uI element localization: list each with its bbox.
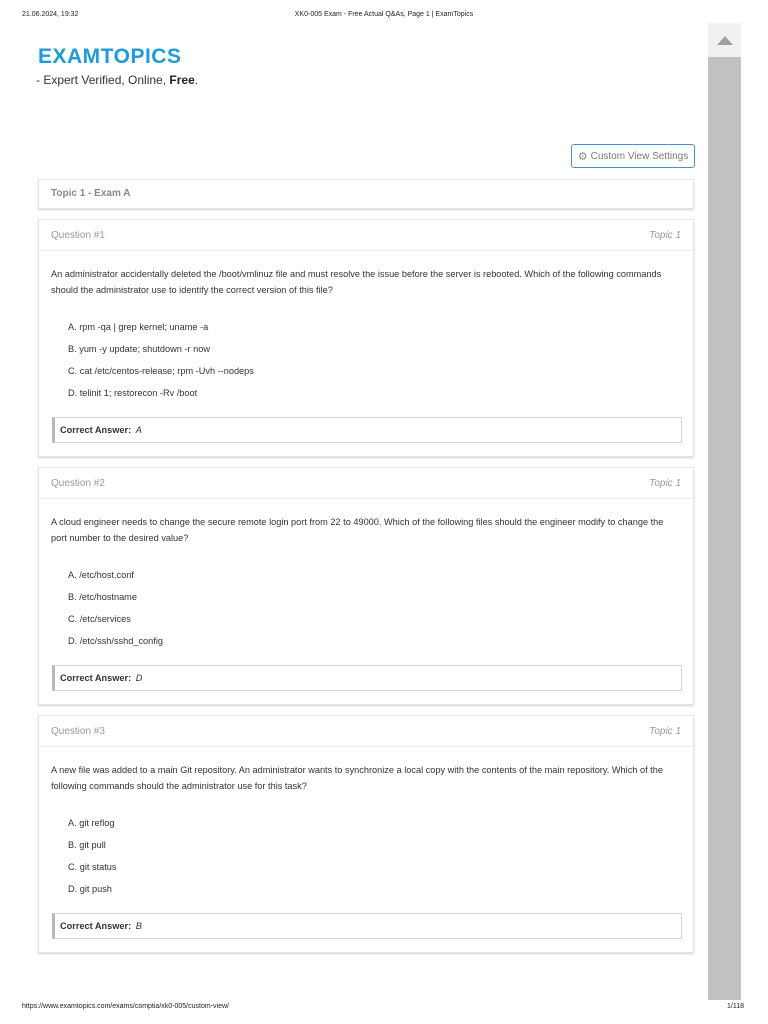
question-header [39,220,693,251]
tagline-suffix: . [194,73,199,87]
custom-view-settings-label: Custom View Settings [590,150,689,162]
choice-list [68,569,163,657]
choice-option[interactable]: A. rpm -qa | grep kernel; uname -a [68,322,209,332]
print-url: https://www.examtopics.com/exams/comptia/xk0-005/custom-view/ [22,1003,229,1010]
choice-option[interactable]: D. /etc/ssh/sshd_config [68,636,163,646]
choice-option[interactable]: D. telinit 1; restorecon -Rv /boot [68,388,198,398]
choice-option[interactable]: A. /etc/host.conf [68,570,134,580]
print-page-count: 1/118 [727,1003,744,1010]
arrow-up-icon [717,36,733,45]
tagline-prefix: - Expert Verified, Online, [36,73,170,87]
question-text: A cloud engineer needs to change the secure remote login port from 22 to 49000. Which of the following files should the engineer modify to change the port number to the desired value? [51,517,664,543]
correct-answer [60,673,142,683]
question-text: An administrator accidentally deleted the /boot/vmlinuz file and must resolve the issue before the server is rebooted. Which of the following commands should the administrator use to identify the correct version of this file? [51,269,662,295]
tagline [36,73,198,87]
question-card [38,219,694,457]
correct-answer-value: B [135,921,142,931]
question-topic: Topic 1 [649,230,681,241]
question-card [38,715,694,953]
logo-text: EXAMTOPICS [38,45,182,68]
question-number: Question #2 [51,478,105,489]
correct-answer-label: Correct Answer: [60,425,132,435]
choice-list [68,817,117,905]
topic-header: Topic 1 - Exam A [51,188,131,199]
choice-option[interactable]: D. git push [68,884,112,894]
choice-option[interactable]: C. git status [68,862,117,872]
question-number: Question #3 [51,726,105,737]
correct-answer-label: Correct Answer: [60,921,132,931]
custom-view-settings-button[interactable] [571,144,695,168]
choice-option[interactable]: C. /etc/services [68,614,131,624]
question-topic: Topic 1 [649,478,681,489]
print-footer [0,1003,768,1015]
correct-answer-box [52,665,682,691]
question-header [39,468,693,499]
choice-list [68,321,254,409]
question-card [38,467,694,705]
examtopics-logo[interactable] [38,44,181,70]
correct-answer-value: A [135,425,142,435]
question-header [39,716,693,747]
correct-answer-box [52,417,682,443]
topic-header-card [38,179,694,209]
correct-answer [60,425,142,435]
gear-icon: ⚙ [577,150,588,163]
correct-answer-value: D [135,673,143,683]
choice-option[interactable]: C. cat /etc/centos-release; rpm -Uvh --nodeps [68,366,254,376]
choice-option[interactable]: B. /etc/hostname [68,592,137,602]
scrollbar-track[interactable] [708,23,741,1000]
print-header [0,11,768,23]
tagline-bold: Free [169,73,195,87]
choice-option[interactable]: B. yum -y update; shutdown -r now [68,344,210,354]
question-topic: Topic 1 [649,726,681,737]
print-datetime: 21.06.2024, 19:32 [22,11,79,18]
choice-option[interactable]: B. git pull [68,840,106,850]
print-page-title: XK0-005 Exam - Free Actual Q&As, Page 1 | ExamTopics [294,11,474,18]
question-number: Question #1 [51,230,105,241]
correct-answer [60,921,142,931]
correct-answer-box [52,913,682,939]
choice-option[interactable]: A. git reflog [68,818,115,828]
correct-answer-label: Correct Answer: [60,673,132,683]
question-text: A new file was added to a main Git repository. An administrator wants to synchronize a local copy with the contents of the main repository. Which of the following commands should the administrator use for this task? [51,765,663,791]
scroll-up-button[interactable] [708,23,741,57]
